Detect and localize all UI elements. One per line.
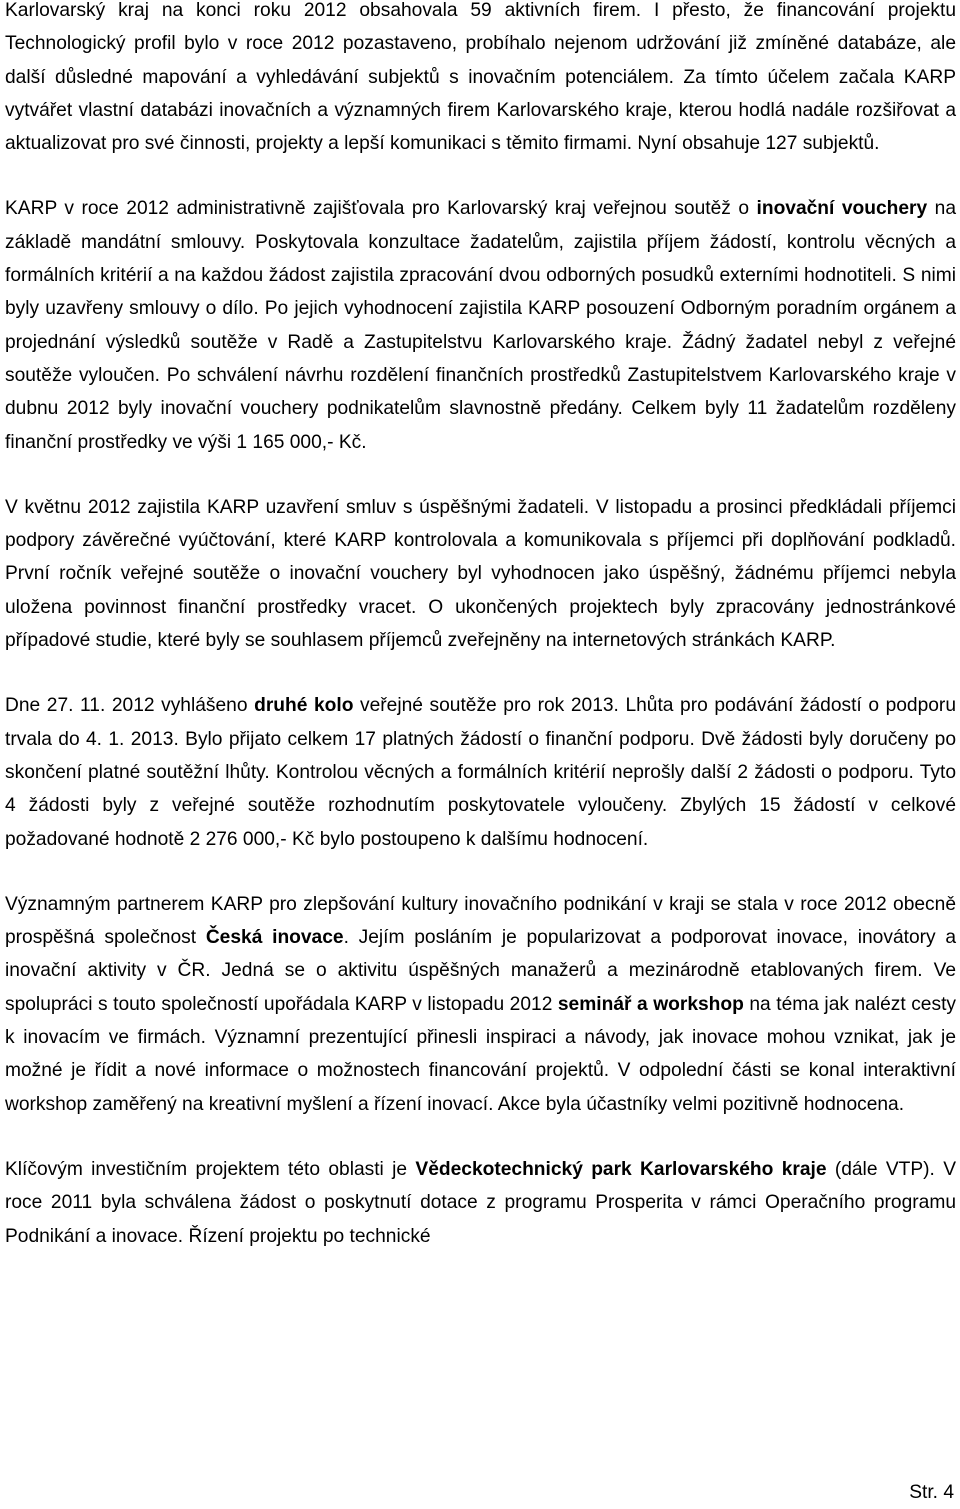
bold-term: inovační vouchery <box>756 198 928 220</box>
bold-term: druhé kolo <box>254 695 354 717</box>
bold-term: Česká inovace <box>205 927 344 949</box>
document-page <box>5 0 956 1285</box>
paragraph-text: Významným partnerem KARP pro zlepšování kultury inovačního podnikání v kraji se stala v roce 2012 obecně prospěšná společnost <box>5 893 956 949</box>
paragraph-text: Karlovarský kraj na konci roku 2012 obsahovala 59 aktivních firem. I přesto, že financování projektu Technologický profil bylo v roce 2012 pozastaveno, probíhalo nejenom udržování již zmíněné databáze, ale další důsledné mapování a vyhledávání subjektů s inovačním potenciálem. Za tímto účelem začala KARP vytvářet vlastní databázi inovačních a významných firem Karlovarského kraje, kterou hodlá nadále rozšiřovat a aktualizovat pro své činnosti, projekty a lepší komunikaci s těmito firmami. Nyní obsahuje 127 subjektů. <box>5 0 956 155</box>
paragraph-text: . Jejím posláním je popularizovat a podporovat inovace, inovátory a inovační aktivity v ČR. Jedná se o aktivitu úspěšných manažerů a mezinárodně etablovaných firem. Ve spolupráci s touto společností upořádala KARP v listopadu 2012 <box>5 927 957 1015</box>
paragraph <box>5 491 956 657</box>
paragraph-text: na základě mandátní smlouvy. Poskytovala konzultace žadatelům, zajistila příjem žádostí, kontrolu věcných a formálních kritérií a na každou žádost zajistila zpracování dvou odborných posudků externími hodnotiteli. S nimi byly uzavřeny smlouvy o dílo. Po jejich vyhodnocení zajistila KARP posouzení Odborným poradním orgánem a projednání výsledků soutěže v Radě a Zastupitelstvu Karlovarského kraje. Žádný žadatel nebyl z veřejné soutěže vyloučen. Po schválení návrhu rozdělení finančních prostředků Zastupitelstvem Karlovarského kraje v dubnu 2012 byly inovační vouchery podnikatelům slavnostně předány. Celkem byly 11 žadatelům rozděleny finanční prostředky ve výši 1 165 000,- Kč. <box>5 198 956 453</box>
paragraph <box>5 689 956 855</box>
bold-term: Vědeckotechnický park Karlovarského kraje <box>415 1158 827 1180</box>
paragraph-text: Dne 27. 11. 2012 vyhlášeno <box>5 695 255 717</box>
page-number: Str. 4 <box>909 1482 954 1503</box>
paragraph-text: Klíčovým investičním projektem této oblasti je <box>5 1158 416 1180</box>
paragraph-text: V květnu 2012 zajistila KARP uzavření smluv s úspěšnými žadateli. V listopadu a prosinci předkládali příjemci podpory závěrečné vyúčtování, které KARP kontrolovala a komunikovala s příjemci při doplňování podkladů. První ročník veřejné soutěže o inovační vouchery byl vyhodnocen jako úspěšný, žádnému příjemci nebyla uložena povinnost finanční prostředky vracet. O ukončených projektech byly zpracovány jednostránkové případové studie, které byly se souhlasem příjemců zveřejněny na internetových stránkách KARP. <box>5 496 956 652</box>
paragraph <box>5 192 956 458</box>
paragraph <box>5 888 956 1121</box>
paragraph <box>5 0 956 160</box>
paragraph-text: na téma jak nalézt cesty k inovacím ve firmách. Významní prezentující přinesli inspiraci a návody, jak inovace mohou vznikat, jak je možné je řídit a nové informace o možnostech financování projektů. V odpolední části se konal interaktivní workshop zaměřený na kreativní myšlení a řízení inovací. Akce byla účastníky velmi pozitivně hodnocena. <box>5 993 957 1115</box>
paragraph-text: (dále VTP). V roce 2011 byla schválena žádost o poskytnutí dotace z programu Prosperita v rámci Operačního programu Podnikání a inovace. Řízení projektu po technické <box>5 1158 956 1247</box>
bold-term: seminář a workshop <box>557 993 744 1015</box>
paragraph-text: KARP v roce 2012 administrativně zajišťovala pro Karlovarský kraj veřejnou soutěž o <box>5 198 757 220</box>
paragraph-text: veřejné soutěže pro rok 2013. Lhůta pro podávání žádostí o podporu trvala do 4. 1. 2013. Bylo přijato celkem 17 platných žádostí o finanční podporu. Dvě žádosti byly doručeny po skončení platné soutěžní lhůty. Kontrolou věcných a formálních kritérií neprošly další 2 žádosti o podporu. Tyto 4 žádosti byly z veřejné soutěže rozhodnutím poskytovatele vyloučeny. Zbylých 15 žádostí v celkové požadované hodnotě 2 276 000,- Kč bylo postoupeno k dalšímu hodnocení. <box>5 695 956 850</box>
paragraph <box>5 1153 956 1253</box>
